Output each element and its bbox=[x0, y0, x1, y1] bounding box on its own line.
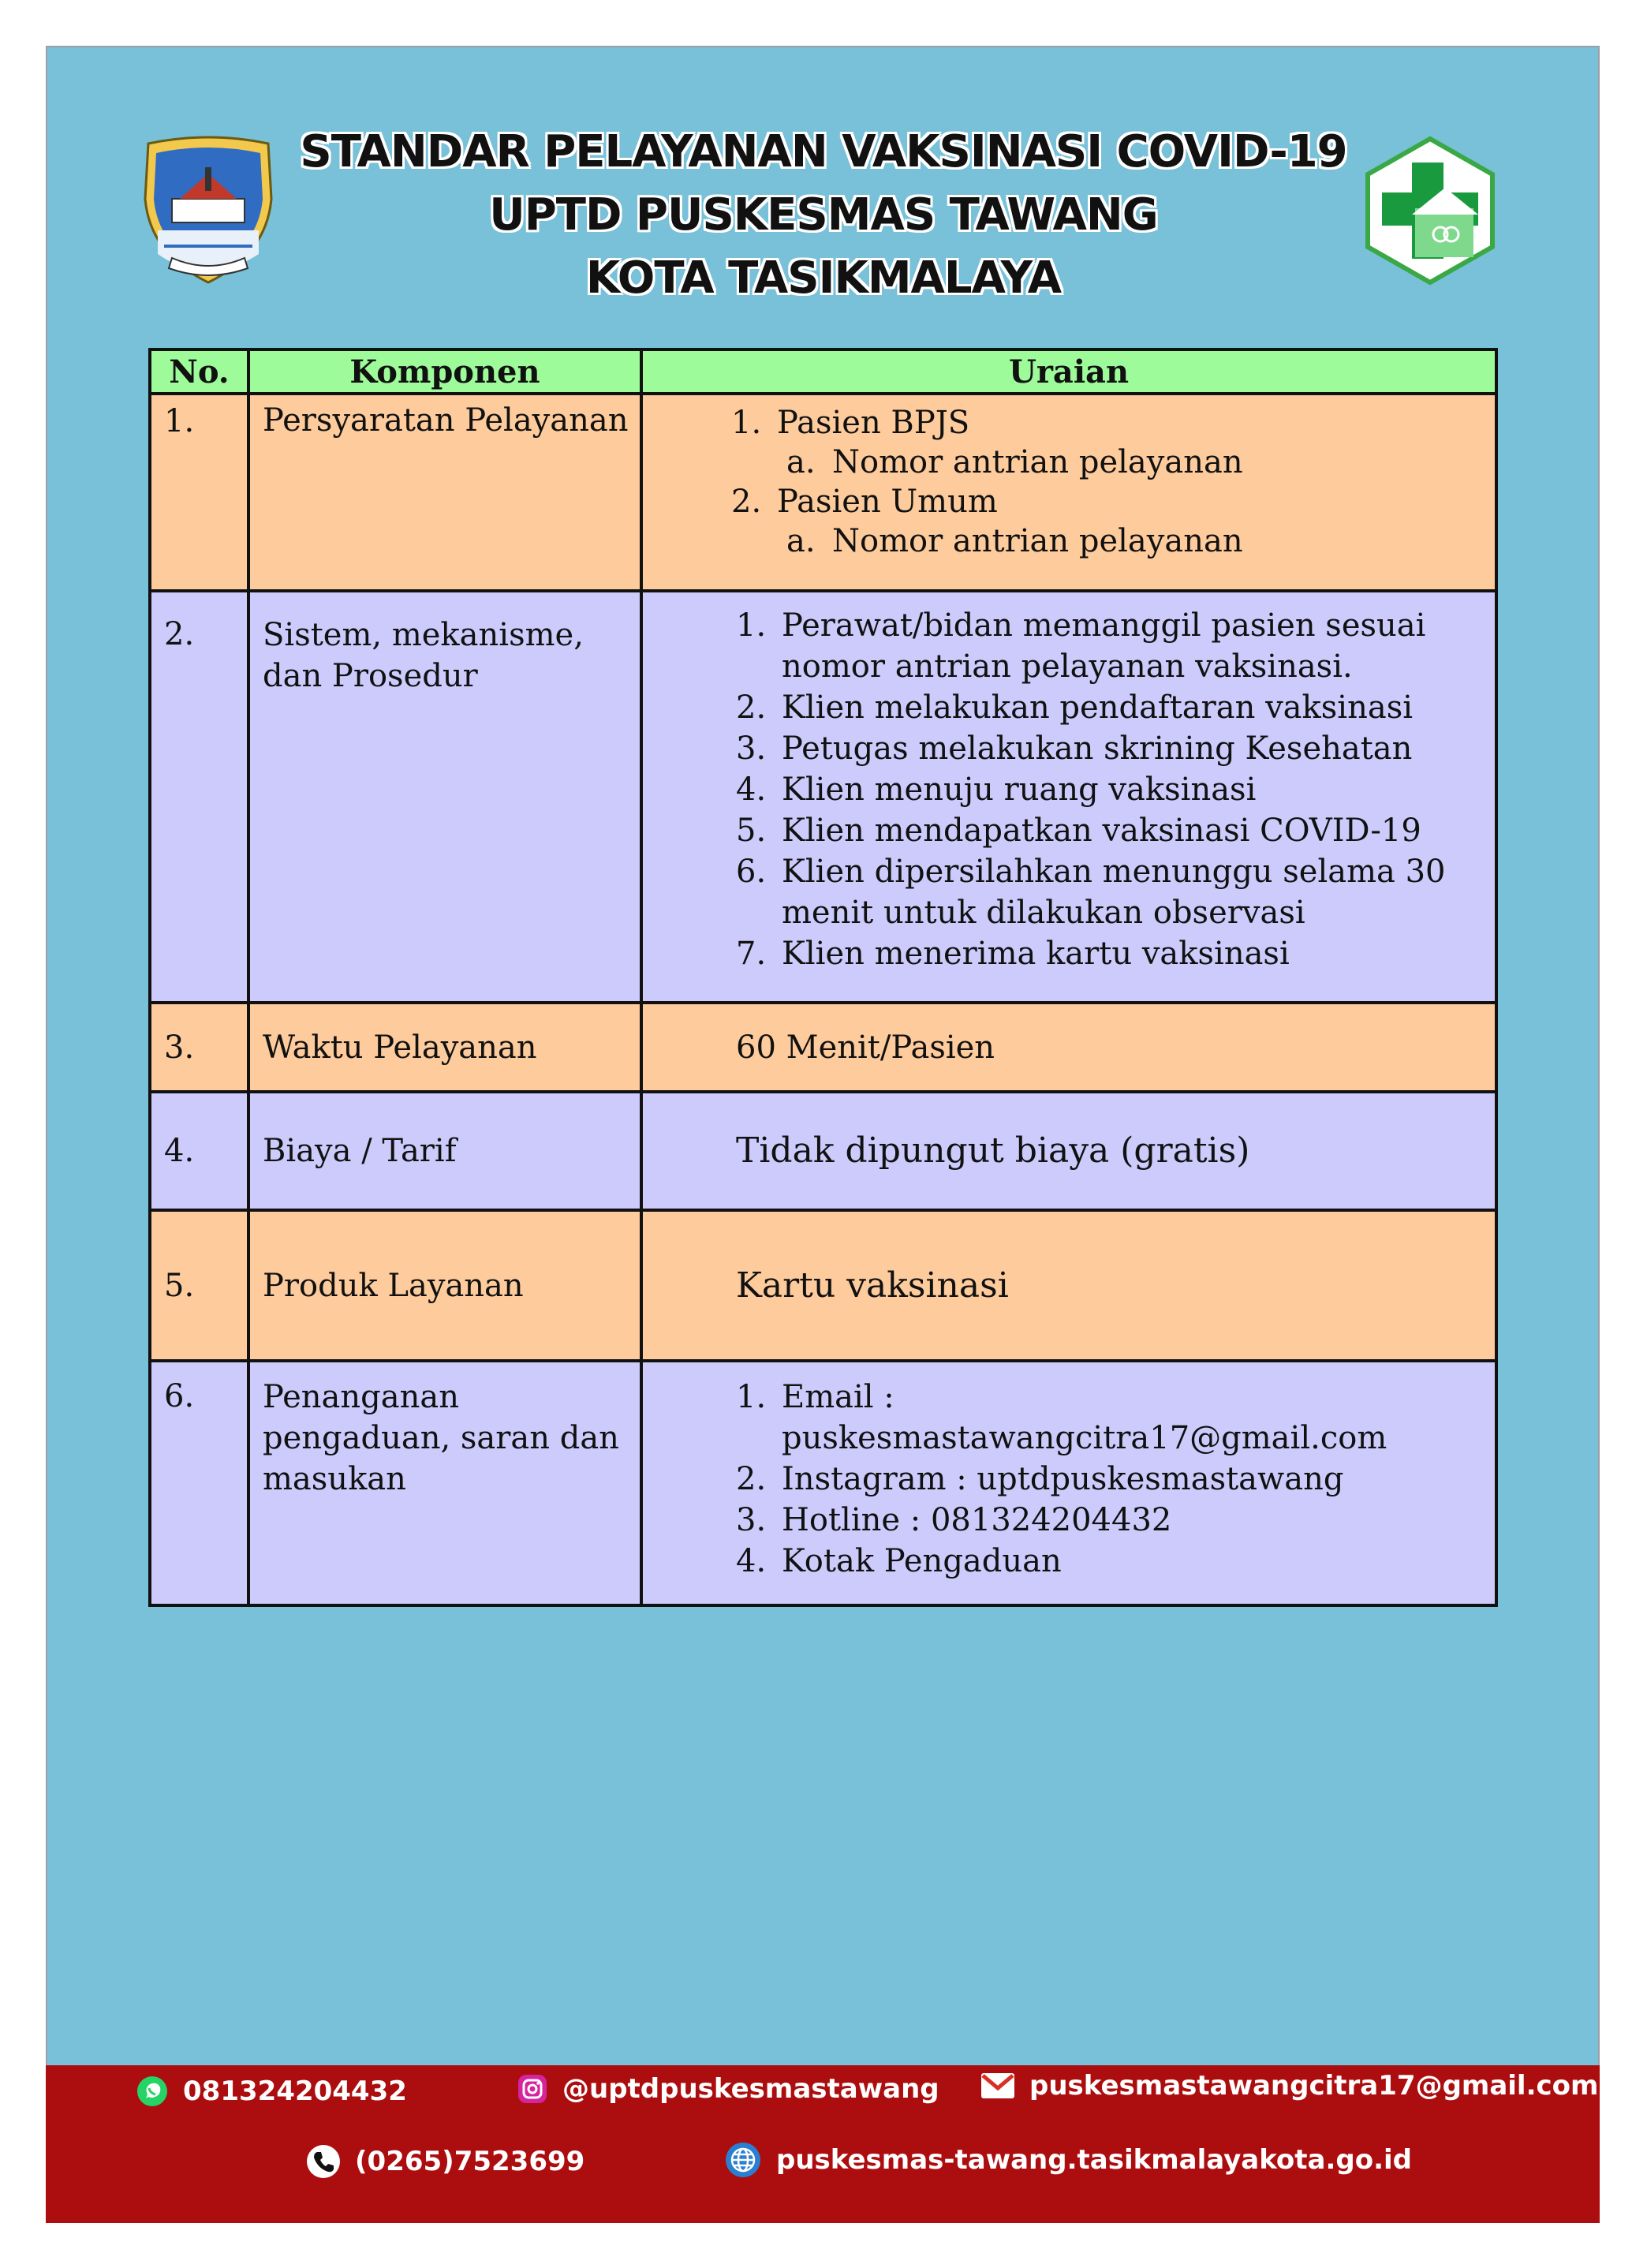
row-component: Persyaratan Pelayanan bbox=[248, 394, 641, 591]
title-line-1: STANDAR PELAYANAN VAKSINASI COVID-19 bbox=[300, 126, 1347, 177]
row-component: Penanganan pengaduan, saran dan masukan bbox=[248, 1361, 641, 1605]
header-no: No. bbox=[150, 349, 248, 394]
table-row bbox=[150, 591, 1496, 1003]
list-item: 7. Klien menerima kartu vaksinasi bbox=[736, 936, 1290, 972]
whatsapp-contact[interactable] bbox=[136, 2075, 407, 2108]
list-item: 1. Pasien BPJS a. Nomor antrian pelayanan bbox=[731, 403, 1495, 482]
row-component: Produk Layanan bbox=[248, 1210, 641, 1361]
email-address: puskesmastawangcitra17@gmail.com bbox=[1029, 2070, 1599, 2102]
row-number: 4. bbox=[150, 1092, 248, 1210]
globe-icon bbox=[724, 2141, 762, 2179]
title-line-3: KOTA TASIKMALAYA bbox=[585, 252, 1062, 304]
list-item: 1. Perawat/bidan memanggil pasien sesuai nomor antrian pelayanan vaksinasi. bbox=[736, 607, 1426, 685]
row-number: 1. bbox=[150, 394, 248, 591]
sub-list-item: a. Nomor antrian pelayanan bbox=[786, 523, 1243, 559]
instagram-handle: @uptdpuskesmastawang bbox=[562, 2073, 939, 2105]
table-row bbox=[150, 1210, 1496, 1361]
row-description: Kartu vaksinasi bbox=[641, 1210, 1496, 1361]
list-item: 4. Kotak Pengaduan bbox=[736, 1543, 1062, 1579]
whatsapp-icon bbox=[136, 2075, 169, 2108]
email-contact[interactable] bbox=[980, 2070, 1598, 2102]
table-row bbox=[150, 394, 1496, 591]
list-item: 1. Email : puskesmastawangcitra17@gmail.com bbox=[736, 1379, 1387, 1456]
row-number: 2. bbox=[150, 591, 248, 1003]
row-number: 6. bbox=[150, 1361, 248, 1605]
row-description: Tidak dipungut biaya (gratis) bbox=[641, 1092, 1496, 1210]
instagram-icon bbox=[517, 2073, 548, 2105]
row-component: Waktu Pelayanan bbox=[248, 1003, 641, 1092]
instagram-contact[interactable] bbox=[517, 2073, 939, 2105]
header-description: Uraian bbox=[641, 349, 1496, 394]
whatsapp-number: 081324204432 bbox=[183, 2076, 407, 2107]
row-number: 5. bbox=[150, 1210, 248, 1361]
table-row bbox=[150, 1092, 1496, 1210]
list-item: 3. Petugas melakukan skrining Kesehatan bbox=[736, 730, 1413, 767]
phone-number: (0265)7523699 bbox=[355, 2146, 585, 2177]
website-contact[interactable] bbox=[724, 2141, 1412, 2179]
website-url: puskesmas-tawang.tasikmalayakota.go.id bbox=[776, 2144, 1413, 2176]
list-item: 5. Klien mendapatkan vaksinasi COVID-19 bbox=[736, 813, 1421, 849]
title-line-2: UPTD PUSKESMAS TAWANG bbox=[489, 189, 1158, 241]
header-component: Komponen bbox=[248, 349, 641, 394]
email-icon bbox=[980, 2072, 1015, 2099]
table-row bbox=[150, 1003, 1496, 1092]
list-item: 4. Klien menuju ruang vaksinasi bbox=[736, 772, 1257, 808]
list-item: 2. Klien melakukan pendaftaran vaksinasi bbox=[736, 689, 1414, 726]
row-component: Biaya / Tarif bbox=[248, 1092, 641, 1210]
row-number: 3. bbox=[150, 1003, 248, 1092]
phone-contact[interactable] bbox=[306, 2144, 584, 2179]
phone-icon bbox=[306, 2144, 341, 2179]
table-header-row bbox=[150, 349, 1496, 394]
list-item: 2. Pasien Umum a. Nomor antrian pelayanan bbox=[731, 482, 1495, 561]
table-row bbox=[150, 1361, 1496, 1605]
row-component: Sistem, mekanisme, dan Prosedur bbox=[248, 591, 641, 1003]
row-description bbox=[641, 394, 1496, 591]
row-description: 60 Menit/Pasien bbox=[641, 1003, 1496, 1092]
row-description bbox=[641, 591, 1496, 1003]
sub-list-item: a. Nomor antrian pelayanan bbox=[786, 444, 1243, 480]
service-standard-table bbox=[148, 348, 1498, 1607]
list-item: 3. Hotline : 081324204432 bbox=[736, 1502, 1172, 1538]
row-description bbox=[641, 1361, 1496, 1605]
list-item: 6. Klien dipersilahkan menunggu selama 30 menit untuk dilakukan observasi bbox=[736, 854, 1446, 931]
list-item: 2. Instagram : uptdpuskesmastawang bbox=[736, 1461, 1344, 1497]
